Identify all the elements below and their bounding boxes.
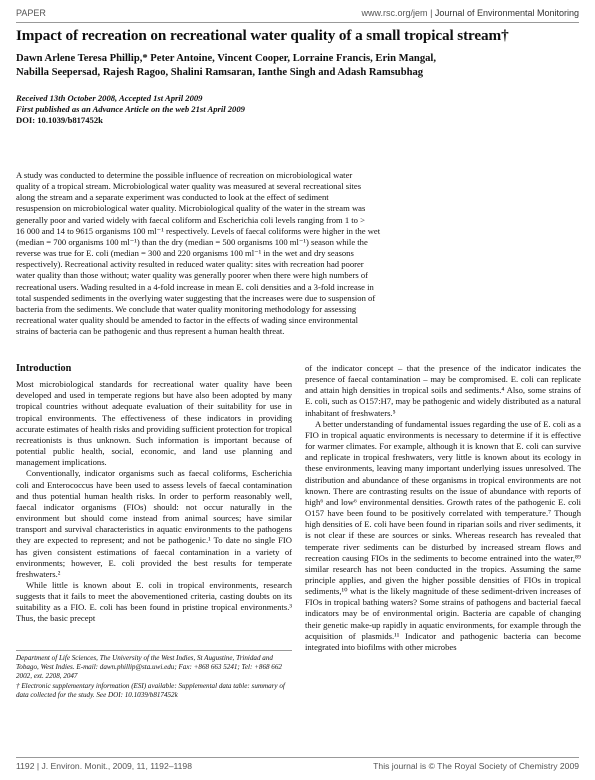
journal-url[interactable]: www.rsc.org/jem xyxy=(361,8,428,18)
abstract-line: recreational users. Wading resulted in a 4-fold increase in mean E. coli densities and a 3-fold increase in xyxy=(16,281,374,292)
paragraph: While little is known about E. coli in tropical environments, research suggests that it fails to meet the abovementioned criteria, casting doubts on its suitability as a FIO. E. coli has been found in pristine tropical environments.³ Thus, the basic precept xyxy=(16,579,292,624)
journal-name: Journal of Environmental Monitoring xyxy=(434,8,579,18)
copyright: This journal is © The Royal Society of Chemistry 2009 xyxy=(373,761,579,771)
abstract-line: respectively). Recreational activity resulted in reduced water quality: sites with recreation had poorer xyxy=(16,259,364,270)
footnotes xyxy=(16,654,292,701)
footnote-rule xyxy=(16,650,292,651)
abstract-line: recreational water quality should be amended to factor in the effects of wading since environmental xyxy=(16,315,359,326)
published-date: First published as an Advance Article on the web 21st April 2009 xyxy=(16,104,245,114)
paper-title: Impact of recreation on recreational water quality of a small tropical stream† xyxy=(16,27,509,44)
abstract xyxy=(16,170,576,337)
journal-header xyxy=(362,8,579,18)
abstract-line: 16 000 and 14 to 9615 organisms 100 ml⁻¹ respectively. Levels of faecal coliforms were higher in the wet xyxy=(16,225,381,236)
abstract-line: A study was conducted to determine the possible influence of recreation on microbiological water xyxy=(16,170,353,180)
footer-rule xyxy=(16,757,579,758)
citation: 1192 | J. Environ. Monit., 2009, 11, 1192–1198 xyxy=(16,761,192,771)
paragraph: Most microbiological standards for recreational water quality have been developed and used in temperate regions but have also been adopted by many tropical countries without adequate evaluation of their suitability for use in tropical environments. The effectiveness of these indicators in providing accurate estimates of health risks and providing sufficient protection for tropical recreationists is thus unknown. Such information is important because of potential public health, social, economic, and land use planning and management implications. xyxy=(16,379,292,468)
paragraph: A better understanding of fundamental issues regarding the use of E. coli as a FIO in tropical aquatic environments is necessary to determine if it is effective for warmer climates. For example, although it is known that E. coli can survive and replicate in tropical freshwaters, very little is known about its ecology in these environments, leaving many important underlying issues unresolved. The distribution and abundance of these organisms in tropical environments are not known. There are contrasting results on the issue of abundance with reports of high⁶ and low⁶ environmental densities. Growth rates of the pathogenic E. coli O157 have been found to be positively correlated with temperature.⁷ Though high densities of E. coli have been found in riparian soils and river sediments, it is not clear if these are sources or sinks. Whereas research has revealed that temperate river sediments can be disturbed by increased stream flows and recreation causing FIOs in the sediments to become entrained into the water,⁸⁹ similar research has not been conducted in the tropics. Assuming the same principle applies, and given the higher possible densities of FIOs in tropical sediments,¹⁰ what is the likely magnitude of these sediment-driven increases of FIOs in tropical bathing waters? Some strains of pathogens and bacterial faecal indicators may be of environmental origin. Bacteria are capable of changing their genetic make-up rapidly in aquatic environments, for example through the acquisition of plasmids.¹¹ Indicator and pathogenic bacteria can become integrated into biofilms with other microbes xyxy=(305,418,581,652)
abstract-line: reverse was true for E. coli (median = 300 and 220 organisms 100 ml⁻¹ in the wet and dry seasons xyxy=(16,248,354,259)
abstract-line: total suspended sediments in the overlying water suggesting that the increases were due to suspension of xyxy=(16,292,376,303)
abstract-line: (median = 700 organisms 100 ml⁻¹) than the dry (median = 500 organisms 100 ml⁻¹) season while the xyxy=(16,236,368,247)
abstract-line: along the stream and a separate experiment was conducted to look at the effect of sediment xyxy=(16,192,329,203)
author-line: Nabilla Seepersad, Rajesh Ragoo, Shalini Ramsaran, Ianthe Singh and Adash Ramsubhag xyxy=(16,67,424,78)
section-label: PAPER xyxy=(16,8,46,18)
header-rule xyxy=(16,22,579,23)
author-line: Dawn Arlene Teresa Phillip,* Peter Antoine, Vincent Cooper, Lorraine Francis, Erin Mangal, xyxy=(16,53,437,64)
affiliation-footnote: Department of Life Sciences, The University of the West Indies, St Augustine, Trinidad and Tobago, West Indies. E-mail: dawn.phillip@sta.uwi.edu; Fax: +868 663 5241; Tel: +868 662 2002, ext. 2208, 2047 xyxy=(16,654,282,680)
doi[interactable]: DOI: 10.1039/b817452k xyxy=(16,115,103,125)
paragraph: Conventionally, indicator organisms such as faecal coliforms, Escherichia coli and Enterococcus have been used to assess levels of faecal contamination and thus potential human health risks. In order to perform reasonably well, faecal indicator organisms (FIOs) should: not occur naturally in the environment but should come instead from animal sources; have similar transport and survival characteristics in aquatic environments to the pathogens they are expected to represent; and not be pathogenic.¹ To date no single FIO has given consistent estimations of faecal contamination in a variety of environments; however, E. coli provided the best results for temperate freshwaters.² xyxy=(16,468,292,579)
abstract-line: quality of a tropical stream. Microbiological water quality was measured at several recreational sites xyxy=(16,181,362,192)
received-date: Received 13th October 2008, Accepted 1st April 2009 xyxy=(16,93,203,103)
section-heading: Introduction xyxy=(16,363,72,374)
abstract-line: generally poor and varied widely with faecal coliform and Escherichia coli levels ranging from 1 to > xyxy=(16,214,365,225)
right-column xyxy=(305,363,581,653)
esi-footnote: † Electronic supplementary information (ESI) available: Supplemental data table: summary of data collected for the study. See DOI: 10.1039/b817452k xyxy=(16,682,285,699)
header-separator: | xyxy=(430,8,433,18)
abstract-line: resuspension on microbiological water quality. Microbiological quality of the water in the stream was xyxy=(16,203,366,214)
abstract-line: bacteria from the sediments. We conclude that water quality monitoring methodology for assessing xyxy=(16,303,357,314)
abstract-line: strains of bacteria can be pathogenic and thus represent a human health threat. xyxy=(16,326,285,337)
left-column xyxy=(16,363,292,625)
page-header xyxy=(16,6,579,22)
abstract-line: water quality than those without; water quality was generally poorer when there were high numbers of xyxy=(16,270,368,281)
author-list xyxy=(16,52,576,80)
paragraph: of the indicator concept – that the presence of the indicator indicates the presence of faecal contamination – may be compromised. E. coli can replicate and attain high densities in tropical soils and sediments.⁴ Also, some strains of E. coli, such as O157:H7, may be pathogenic and widely distributed as a natural inhabitant of freshwaters.⁵ xyxy=(305,363,581,418)
article-meta xyxy=(16,93,576,126)
